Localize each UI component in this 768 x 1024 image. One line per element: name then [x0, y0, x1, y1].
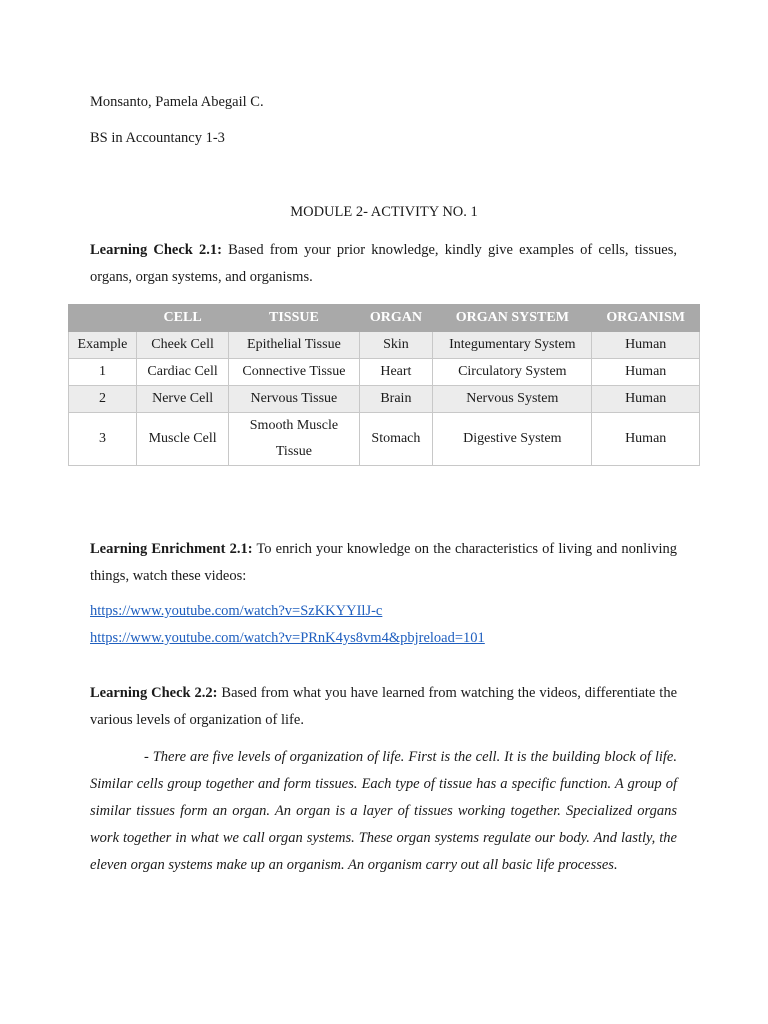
- table-cell: Human: [592, 413, 700, 466]
- table-cell: Smooth Muscle Tissue: [229, 413, 359, 466]
- table-cell: Integumentary System: [433, 332, 592, 359]
- table-cell: 3: [69, 413, 137, 466]
- video-link-2[interactable]: https://www.youtube.com/watch?v=PRnK4ys8vm4&pbjreload=101: [90, 630, 485, 646]
- table-row: [69, 413, 700, 466]
- table-cell: Nerve Cell: [136, 386, 228, 413]
- table-cell: Digestive System: [433, 413, 592, 466]
- learning-check-1-label: Learning Check 2.1:: [90, 242, 222, 258]
- table-cell: Skin: [359, 332, 433, 359]
- learning-check-1: [90, 237, 677, 291]
- header-cell-cell: CELL: [136, 305, 228, 332]
- module-title: MODULE 2- ACTIVITY NO. 1: [290, 204, 478, 220]
- table-cell: Cheek Cell: [136, 332, 228, 359]
- table-cell: Muscle Cell: [136, 413, 228, 466]
- header-cell-organism: ORGANISM: [592, 305, 700, 332]
- table-cell: Human: [592, 359, 700, 386]
- table-cell: Circulatory System: [433, 359, 592, 386]
- table-cell: Human: [592, 386, 700, 413]
- learning-enrichment: [90, 536, 677, 590]
- table-cell: Human: [592, 332, 700, 359]
- student-name: Monsanto, Pamela Abegail C.: [90, 94, 264, 110]
- header-cell-tissue: TISSUE: [229, 305, 359, 332]
- table-row: [69, 386, 700, 413]
- table-row: [69, 332, 700, 359]
- learning-check-2-label: Learning Check 2.2:: [90, 685, 218, 701]
- table-cell: Epithelial Tissue: [229, 332, 359, 359]
- learning-check-2: [90, 680, 677, 734]
- table-row: [69, 359, 700, 386]
- table-header-row: [69, 305, 700, 332]
- table-cell: 2: [69, 386, 137, 413]
- table-cell: Heart: [359, 359, 433, 386]
- learning-enrichment-text: To enrich your knowledge on the characteristics of living and nonliving things, watch these videos:: [90, 541, 677, 584]
- table-cell: Example: [69, 332, 137, 359]
- video-link-1[interactable]: https://www.youtube.com/watch?v=SzKKYYIlJ-c: [90, 603, 383, 619]
- table-cell: Nervous System: [433, 386, 592, 413]
- header-cell-blank: [69, 305, 137, 332]
- table-cell: Cardiac Cell: [136, 359, 228, 386]
- learning-check-2-text: Based from what you have learned from watching the videos, differentiate the various levels of organization of life.: [90, 685, 678, 728]
- header-cell-organ: ORGAN: [359, 305, 433, 332]
- learning-enrichment-label: Learning Enrichment 2.1:: [90, 541, 253, 557]
- table-cell: 1: [69, 359, 137, 386]
- learning-check-2-answer: - There are five levels of organization of life. First is the cell. It is the building block of life. Similar cells group together and form tissues. Each type of tissue has a specific function. A group of similar tissues form an organ. An organ is a layer of tissues working together. Specialized organs work together in what we call organ systems. These organ systems regulate our body. And lastly, the eleven organ systems make up an organism. An organism carry out all basic life processes.: [90, 749, 677, 873]
- student-program: BS in Accountancy 1-3: [90, 130, 225, 146]
- table-cell: Nervous Tissue: [229, 386, 359, 413]
- table-cell: Stomach: [359, 413, 433, 466]
- table-cell: Connective Tissue: [229, 359, 359, 386]
- table-cell: Brain: [359, 386, 433, 413]
- header-cell-organ-system: ORGAN SYSTEM: [433, 305, 592, 332]
- organization-levels-table: [68, 304, 700, 466]
- learning-check-1-text: Based from your prior knowledge, kindly give examples of cells, tissues, organs, organ systems, and organisms.: [90, 242, 678, 285]
